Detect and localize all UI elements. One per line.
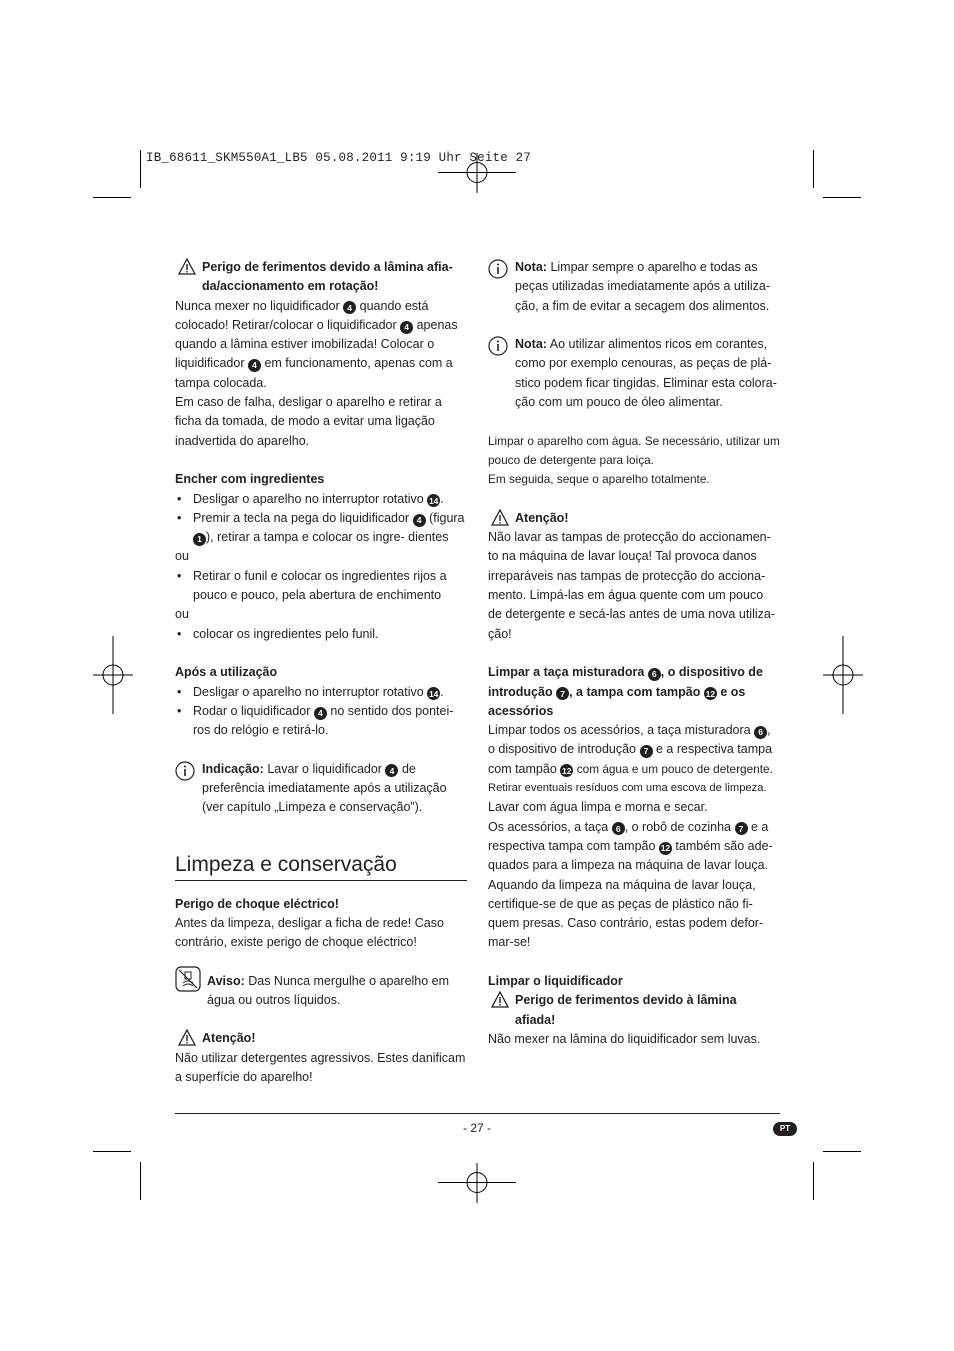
part-number-badge: 7 <box>556 687 569 700</box>
part-number-badge: 14 <box>428 495 439 506</box>
list-item: • colocar os ingredientes pelo funil. <box>175 625 467 644</box>
no-immersion-icon <box>175 966 201 992</box>
bowl-text-4: Os acessórios, a taça 6 , o robô de cozinha 7 e a respectiva tampa com tampão 12 também são ade- quados para a limpeza na máquina de lavar louça. Aquando da limpeza na máquina de lavar louça, certifique-se de que as peças de plástico não fi- quem presas. Caso contrário, estas podem defor- mar-se! <box>488 819 773 950</box>
part-number-badge: 12 <box>705 688 716 699</box>
or-text: ou <box>175 607 189 622</box>
bowl-text-3: Lavar com água limpa e morna e secar. <box>488 800 708 815</box>
attention-heading: Atenção! <box>175 1029 467 1048</box>
note-1: Nota: Limpar sempre o aparelho e todas as peças utilizadas imediatamente após a utiliza- ção, a fim de evitar a secagem dos alimentos. <box>488 258 780 316</box>
warning-text-2: Em caso de falha, desligar o aparelho e retirar a ficha da tomada, de modo a evitar uma ligação inadvertida do aparelho. <box>175 395 442 448</box>
part-number-badge: 6 <box>612 822 625 835</box>
bowl-text-1: Limpar todos os acessórios, a taça misturadora 6 , o dispositivo de introdução 7 e a respectiva tampa com tampão 12 com água e um pouco de detergente. <box>488 723 773 776</box>
part-number-badge: 4 <box>413 514 426 527</box>
registration-mark-bottom <box>438 1163 516 1203</box>
part-number-badge: 4 <box>248 359 261 372</box>
list-item: • Rodar o liquidificador 4 no sentido dos pontei- ros do relógio e retirá-lo. <box>175 702 467 741</box>
liquidizer-text: Não mexer na lâmina do liquidificador sem luvas. <box>488 1031 761 1046</box>
list-item: • Desligar o aparelho no interruptor rotativo 14 . <box>175 490 467 509</box>
fill-heading: Encher com ingredientes <box>175 472 325 487</box>
part-number-badge: 6 <box>648 668 661 681</box>
attention-text: Não lavar as tampas de protecção do accionamen- to na máquina de lavar louça! Tal provoca danos irreparáveis nas tampas de protecção do acciona- mento. Limpá-las em água quente com um pouco de detergente e secá-las antes de uma nova utiliza- ção! <box>488 530 775 641</box>
page-number: - 27 - <box>462 1121 491 1135</box>
warning-heading: Perigo de ferimentos devido a lâmina afia- da/accionamento em rotação! <box>175 258 467 297</box>
info-icon <box>488 336 508 356</box>
or-text: ou <box>175 549 189 564</box>
info-icon <box>175 761 195 781</box>
shock-heading: Perigo de choque eléctrico! <box>175 896 339 911</box>
part-number-badge: 7 <box>640 745 653 758</box>
bowl-text-2: Retirar eventuais resíduos com uma escova de limpeza. <box>488 782 767 795</box>
left-column <box>175 258 467 1087</box>
part-number-badge: 4 <box>314 707 327 720</box>
indication-note: Indicação: Lavar o liquidificador 4 de preferência imediatamente após a utilização (ver capítulo „Limpeza e conservação”). <box>175 760 467 818</box>
print-slug: IB_68611_SKM550A1_LB5 05.08.2011 9:19 Uhr Seite 27 <box>146 151 532 165</box>
warning-note: Aviso: Das Nunca mergulhe o aparelho em água ou outros líquidos. <box>175 972 467 1011</box>
list-item: • Premir a tecla na pega do liquidificador 4 (figura 1 ), retirar a tampa e colocar os ingre- dientes <box>175 509 467 548</box>
language-badge: PT <box>773 1122 797 1136</box>
figure-number-badge: 1 <box>193 533 206 546</box>
after-use-heading: Após a utilização <box>175 665 278 680</box>
note-2: Nota: Ao utilizar alimentos ricos em corantes, como por exemplo cenouras, as peças de plá- stico podem ficar tingidas. Eliminar esta colora- ção com um pouco de óleo alimentar. <box>488 335 780 412</box>
part-number-badge: 4 <box>400 321 413 334</box>
attention-text: Não utilizar detergentes agressivos. Estes danificam a superfície do aparelho! <box>175 1050 466 1084</box>
info-icon <box>488 259 508 279</box>
bowl-heading: Limpar a taça misturadora 6 , o dispositivo de introdução 7 , a tampa com tampão 12 e os acessórios <box>488 665 763 718</box>
liquidizer-heading: Limpar o liquidificador <box>488 973 623 988</box>
part-number-badge: 12 <box>562 765 572 776</box>
attention-heading: Atenção! <box>488 509 780 528</box>
part-number-badge: 6 <box>754 726 767 739</box>
clean-text-1: Limpar o aparelho com água. Se necessário, utilizar um pouco de detergente para loiça. <box>488 433 780 467</box>
section-title: Limpeza e conservação <box>175 852 467 881</box>
warning-triangle-icon <box>491 991 509 1008</box>
shock-text: Antes da limpeza, desligar a ficha de rede! Caso contrário, existe perigo de choque eléctrico! <box>175 915 444 950</box>
part-number-badge: 7 <box>735 822 748 835</box>
warning-triangle-icon <box>178 1029 196 1046</box>
list-item: • Retirar o funil e colocar os ingredientes rijos a pouco e pouco, pela abertura de enchimento <box>175 567 467 606</box>
clean-text-2: Em seguida, seque o aparelho totalmente. <box>488 472 710 487</box>
part-number-badge: 12 <box>660 842 671 853</box>
part-number-badge: 14 <box>428 688 439 699</box>
warning-text: Nunca mexer no liquidificador 4 quando está colocado! Retirar/colocar o liquidificador 4 apenas quando a lâmina estiver imobilizada! Colocar o liquidificador 4 em funcionamento, apenas com a tampa colocada. <box>175 298 458 390</box>
part-number-badge: 4 <box>343 301 356 314</box>
registration-mark-right <box>823 636 863 714</box>
warning-heading: Perigo de ferimentos devido à lâmina afiada! <box>488 991 780 1030</box>
part-number-badge: 4 <box>385 764 398 777</box>
warning-triangle-icon <box>491 509 509 526</box>
list-item: • Desligar o aparelho no interruptor rotativo 14 . <box>175 683 467 702</box>
footer-rule <box>175 1113 780 1114</box>
registration-mark-left <box>93 636 133 714</box>
warning-triangle-icon <box>178 258 196 275</box>
right-column <box>488 258 780 1049</box>
